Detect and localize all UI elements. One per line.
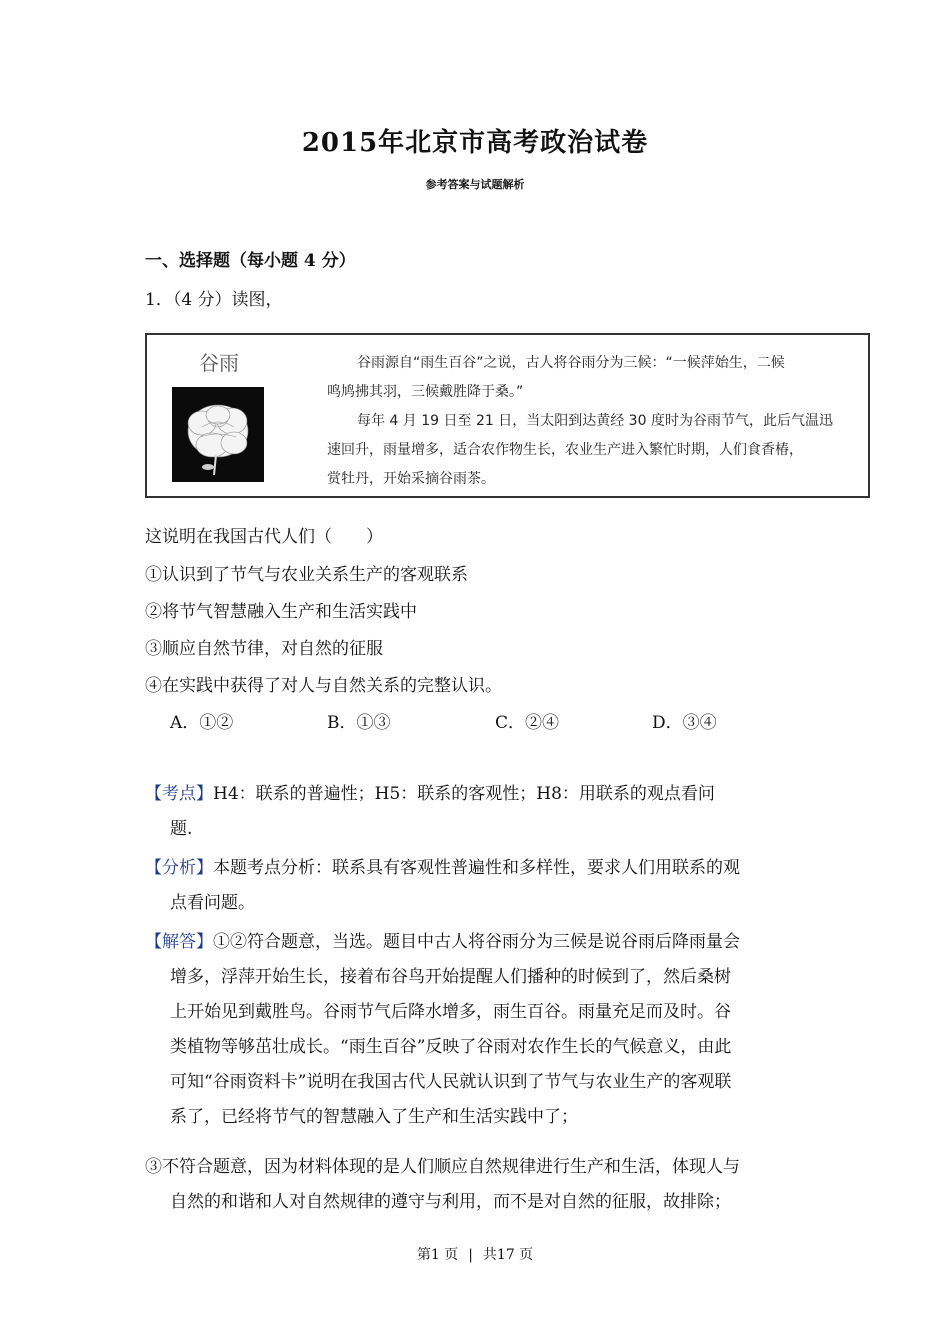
figure-text: [327, 349, 867, 494]
page-number: 第1 页: [416, 1247, 459, 1263]
jieda-text: 上开始见到戴胜鸟。谷雨节气后降水增多，雨生百谷。雨量充足而及时。谷: [170, 1002, 731, 1022]
figure-title: 谷雨: [199, 351, 239, 375]
fenxi-text: 本题考点分析：联系具有客观性普遍性和多样性，要求人们用联系的观: [213, 858, 740, 878]
guyu-info-card: [145, 333, 870, 498]
statement-2: ②将节气智慧融入生产和生活实践中: [145, 602, 417, 622]
question-stem: 1．（4 分）读图，: [145, 290, 283, 310]
jieda-block: [145, 925, 810, 1135]
kaodian-text: H4：联系的普遍性；H5：联系的客观性；H8：用联系的观点看问: [213, 784, 715, 804]
jieda-tag: 【解答】: [145, 932, 213, 952]
kaodian-block: [145, 777, 810, 847]
kaodian-tag: 【考点】: [145, 784, 213, 804]
figure-line: 每年 4 月 19 日至 21 日，当太阳到达黄经 30 度时为谷雨节气，此后气温迅: [357, 413, 833, 429]
fenxi-text: 点看问题。: [170, 893, 255, 913]
option-a: A．①②: [170, 713, 234, 733]
jieda-text: ①②符合题意，当选。题目中古人将谷雨分为三候是说谷雨后降雨量会: [213, 932, 740, 952]
question-prompt: 这说明在我国古代人们（ ）: [145, 527, 383, 547]
jieda-text: 增多，浮萍开始生长，接着布谷鸟开始提醒人们播种的时候到了，然后桑树: [170, 967, 731, 987]
kaodian-text: 题.: [170, 819, 193, 839]
total-pages: 共17 页: [482, 1247, 534, 1263]
figure-line: 鸣鸠拂其羽，三候戴胜降于桑。”: [327, 384, 524, 400]
fenxi-block: [145, 851, 810, 921]
item3-block: [145, 1150, 810, 1220]
statement-3: ③顺应自然节律，对自然的征服: [145, 639, 383, 659]
statement-4: ④在实践中获得了对人与自然关系的完整认识。: [145, 676, 502, 696]
option-b: B．①③: [327, 713, 391, 733]
figure-line: 速回升，雨量增多，适合农作物生长，农业生产进入繁忙时期，人们食香椿，: [327, 442, 803, 458]
page-title: 2015年北京市高考政治试卷: [301, 128, 649, 158]
jieda-text: 类植物等够茁壮成长。“雨生百谷”反映了谷雨对农作生长的气候意义，由此: [170, 1037, 732, 1057]
fenxi-tag: 【分析】: [145, 858, 213, 878]
item3-text: ③不符合题意，因为材料体现的是人们顺应自然规律进行生产和生活，体现人与: [145, 1157, 740, 1177]
jieda-text: 系了，已经将节气的智慧融入了生产和生活实践中了；: [170, 1107, 578, 1127]
page-subtitle: 参考答案与试题解析: [425, 178, 525, 191]
jieda-text: 可知“谷雨资料卡”说明在我国古代人民就认识到了节气与农业生产的客观联: [170, 1072, 732, 1092]
option-d: D．③④: [652, 713, 717, 733]
figure-line: 谷雨源自“雨生百谷”之说，古人将谷雨分为三候：“一候萍始生，二候: [357, 355, 785, 371]
figure-line: 赏牡丹，开始采摘谷雨茶。: [327, 471, 495, 487]
item3-text: 自然的和谐和人对自然规律的遵守与利用，而不是对自然的征服，故排除；: [170, 1192, 731, 1212]
statement-1: ①认识到了节气与农业关系生产的客观联系: [145, 565, 468, 585]
footer-separator: |: [468, 1247, 473, 1263]
section-heading: 一、选择题（每小题 4 分）: [145, 251, 356, 271]
option-c: C．②④: [495, 713, 560, 733]
page-footer: [0, 1244, 950, 1264]
peony-flower-image: [172, 387, 264, 482]
